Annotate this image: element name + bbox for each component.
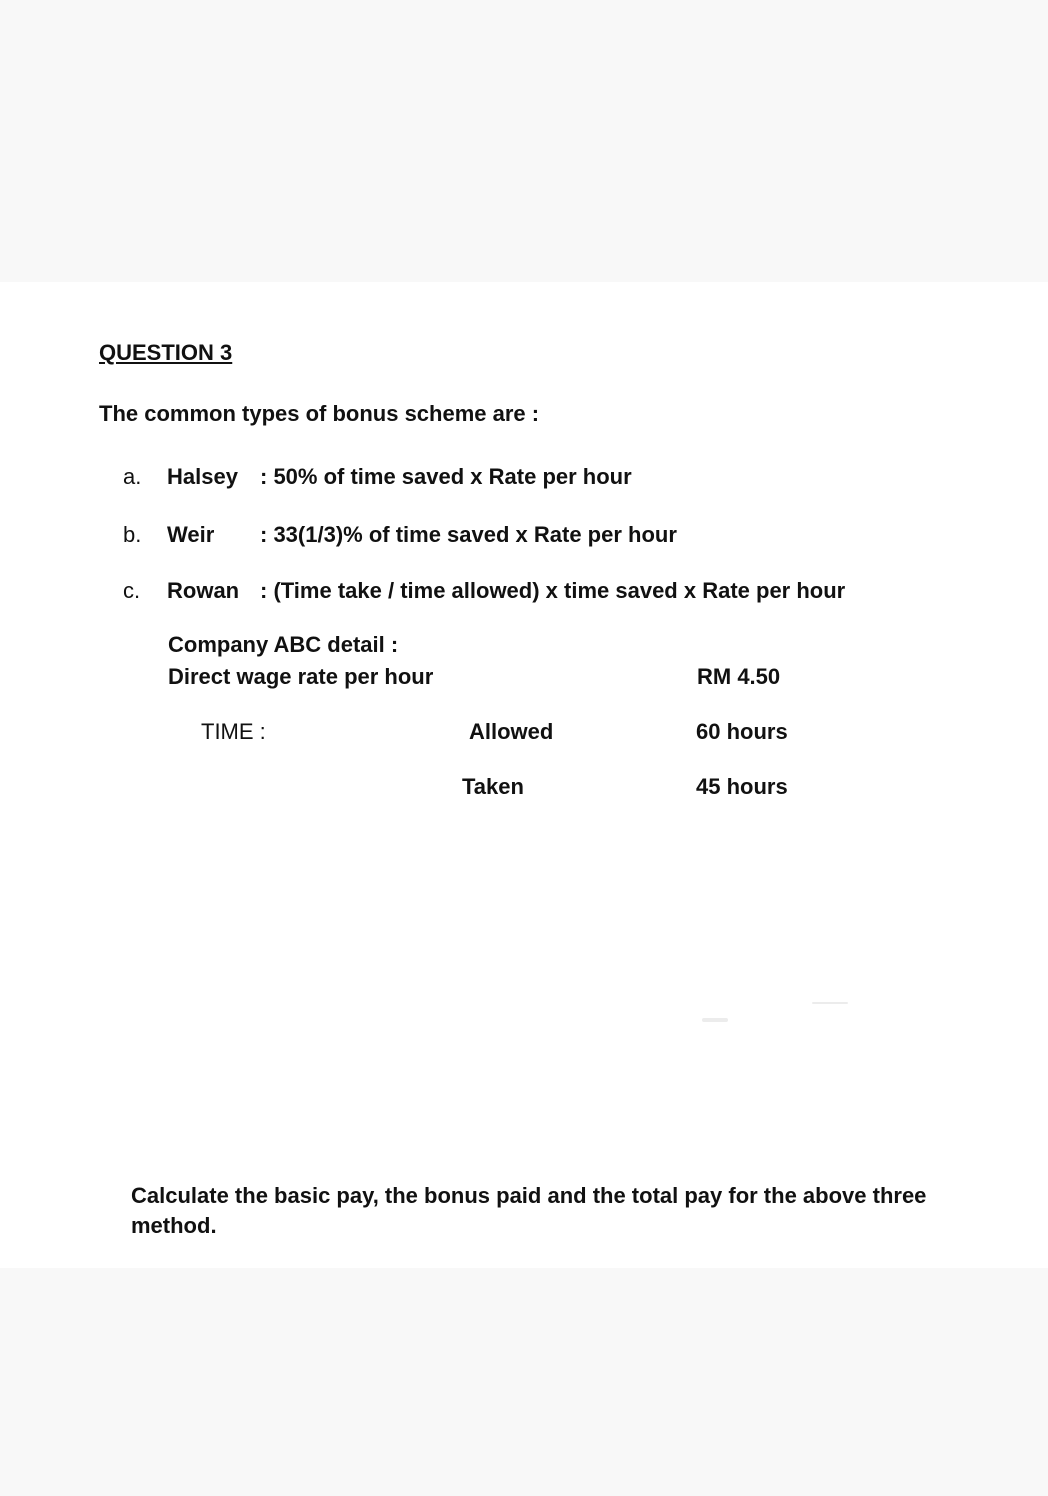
scheme-formula-halsey: : 50% of time saved x Rate per hour	[260, 464, 632, 489]
question-heading: QUESTION 3	[99, 340, 233, 365]
time-taken-value: 45 hours	[696, 774, 788, 799]
scheme-marker-c: c.	[123, 578, 141, 603]
wage-rate-value: RM 4.50	[697, 664, 781, 689]
scheme-name-weir: Weir	[167, 522, 215, 547]
scheme-marker-a: a.	[123, 464, 142, 489]
scheme-name-rowan: Rowan	[167, 578, 240, 603]
scan-smudge	[812, 1002, 848, 1004]
scheme-marker-b: b.	[123, 522, 142, 547]
time-label: TIME :	[201, 719, 266, 744]
scheme-formula-rowan: : (Time take / time allowed) x time saved x Rate per hour	[260, 578, 846, 603]
question-instruction: Calculate the basic pay, the bonus paid and the total pay for the above three method.	[131, 1183, 927, 1238]
scheme-name-halsey: Halsey	[167, 464, 238, 489]
scheme-formula-weir: : 33(1/3)% of time saved x Rate per hour	[260, 522, 677, 547]
question-intro: The common types of bonus scheme are :	[99, 401, 540, 426]
document-page	[0, 282, 1048, 1268]
time-taken-label: Taken	[462, 774, 524, 799]
time-allowed-value: 60 hours	[696, 719, 788, 744]
wage-rate-label: Direct wage rate per hour	[168, 664, 434, 689]
time-allowed-label: Allowed	[469, 719, 554, 744]
company-detail-title: Company ABC detail :	[168, 632, 399, 657]
scan-smudge	[702, 1018, 728, 1022]
